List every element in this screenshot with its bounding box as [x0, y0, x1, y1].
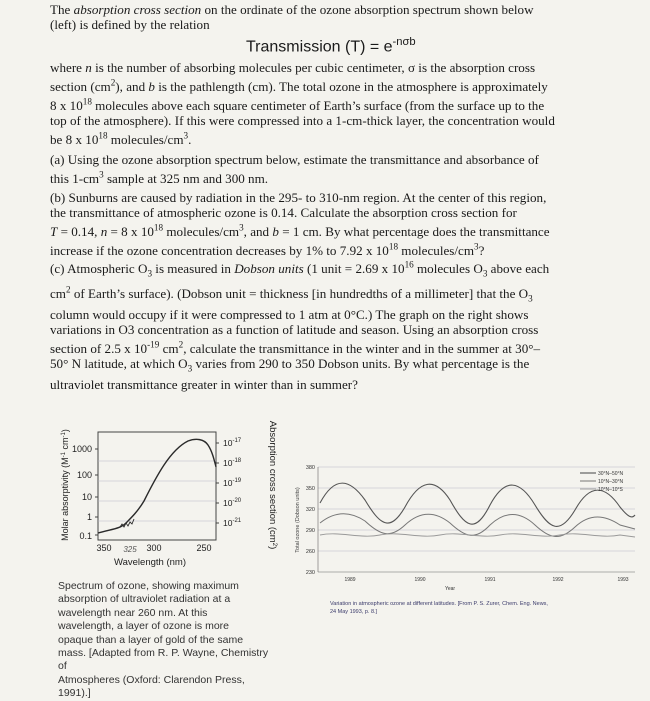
intro-line-2: (left) is defined by the relation [50, 17, 210, 33]
dobson-x-1991: 1991 [484, 577, 496, 583]
definition-line-1: where n is the number of absorbing molecules per cubic centimeter, σ is the absorption cross [50, 60, 536, 75]
part-b-line-3: T = 0.14, n = 8 x $10^{18}$ molecules/$cm^3$, and b = 1 cm. By what percentage does the transmittance [50, 222, 550, 240]
definition-line-2: section $(cm^2)$, and b is the pathlength (cm). The total ozone in the atmosphere is approximately [50, 77, 548, 94]
y-left-tick-100: 100 [76, 470, 92, 480]
definition-paragraph [50, 60, 615, 147]
spectrum-plot-frame [98, 432, 216, 540]
dobson-legend [580, 471, 624, 493]
spectrum-curve [98, 439, 216, 533]
spectrum-caption-line-6: mass. [Adapted from R. P. Wayne, Chemistry of [58, 647, 269, 673]
part-a-paragraph [50, 152, 615, 186]
dobson-x-labels [344, 577, 628, 592]
part-b-line-2: the transmittance of atmospheric ozone is 0.14. Calculate the absorption cross section for [50, 205, 517, 221]
part-c-paragraph [50, 258, 615, 393]
y-right-tick-1e-21: $10^{-21}$ [223, 518, 242, 528]
dobson-y-tick-320: 320 [305, 507, 315, 513]
dobson-y-tick-350: 350 [305, 486, 315, 492]
part-c-line-3: column would occupy if it were compressed to 1 atm at 0°C.) The graph on the right shows [50, 306, 529, 322]
dobson-x-1990: 1990 [414, 577, 426, 583]
legend-30n-50n: 30°N–50°N [598, 471, 624, 477]
spectrum-caption-line-7: Atmospheres (Oxford: Clarendon Press, 1991).] [58, 673, 245, 700]
dobson-y-axis-label: Total ozone (Dobson units) [295, 487, 301, 553]
dobson-y-tick-260: 260 [305, 549, 315, 555]
series-10n-30n-line [320, 514, 635, 537]
ozone-spectrum-figure [58, 405, 278, 577]
part-b-line-1: (b) Sunburns are caused by radiation in the 295- to 310-nm region. At the center of this region, [50, 190, 547, 205]
dobson-x-1992: 1992 [552, 577, 564, 583]
part-b-paragraph [50, 190, 615, 258]
spectrum-x-tick-labels [96, 543, 211, 554]
dobson-y-tick-230: 230 [305, 570, 315, 576]
y-right-tick-1e-17: $10^{-17}$ [223, 438, 242, 448]
y-left-tick-10: 10 [81, 492, 92, 502]
dobson-y-tick-290: 290 [305, 528, 315, 534]
y-left-tick-1000: 1000 [71, 444, 92, 454]
part-a-line-2: this $1-cm^3$ sample at 325 nm and 300 nm. [50, 169, 269, 186]
dobson-x-axis-label: Year [444, 586, 456, 592]
part-a-line-1: (a) Using the ozone absorption spectrum below, estimate the transmittance and absorbance of [50, 152, 539, 167]
spectrum-caption-line-1: Spectrum of ozone, showing maximum [58, 580, 239, 592]
part-c-line-7: ultraviolet transmittance greater in winter than in summer? [50, 377, 358, 393]
y-right-tick-1e-18: $10^{-18}$ [223, 458, 242, 468]
legend-10n-30n: 10°N–30°N [598, 479, 624, 485]
y-right-tick-1e-20: $10^{-20}$ [223, 498, 242, 508]
series-30n-50n-line [320, 483, 635, 526]
y-left-tick-0.1: 0.1 [79, 531, 92, 541]
spectrum-caption-line-5: opaque than a layer of gold of the same [58, 633, 244, 646]
y-right-tick-1e-19: $10^{-19}$ [223, 478, 242, 488]
intro-line-1: The absorption cross section on the ordinate of the ozone absorption spectrum shown below [50, 2, 534, 17]
spectrum-caption-line-4: wavelength, a layer of ozone is more [58, 620, 230, 633]
spectrum-caption-line-2: absorption of ultraviolet radiation at a [58, 593, 231, 606]
part-c-line-6: 50° N latitude, at which $O_3$ varies from 290 to 350 Dobson units. By what percentage is the [50, 356, 530, 374]
spectrum-x-axis-label: Wavelength (nm) [114, 557, 186, 568]
x-tick-250: 250 [196, 543, 212, 553]
x-tick-300: 300 [146, 543, 162, 553]
dobson-caption [330, 600, 630, 616]
x-tick-350: 350 [96, 543, 112, 553]
spectrum-left-tick-labels [72, 444, 92, 541]
dobson-x-1993: 1993 [617, 577, 629, 583]
spectrum-caption [58, 580, 278, 701]
definition-line-3: 8 x $10^{18}$ molecules above each square centimeter of Earth’s surface (from the surface up to the [50, 96, 545, 113]
part-c-line-4: variations in O3 concentration as a function of latitude and season. Using an absorption cross [50, 322, 539, 338]
part-c-line-5: section of 2.5 x $10^{-19}$ $cm^2$, calculate the transmittance in the winter and in the summer at 30°– [50, 339, 541, 356]
spectrum-caption-line-3: wavelength near 260 nm. At this [58, 606, 208, 619]
part-b-line-4: increase if the ozone concentration decreases by 1% to 7.92 x $10^{18}$ molecules/$cm^3$? [50, 241, 485, 258]
definition-line-4: top of the atmosphere). If this were compressed into a 1-cm-thick layer, the concentration would [50, 112, 555, 128]
spectrum-y-left-axis-label: Molar absorptivity ($M^{-1}$ $cm^{-1}$) [60, 429, 70, 541]
x-mark-325-handwritten: 325 [123, 545, 137, 554]
spectrum-y-right-axis-label: Absorption cross section $(cm^2)$ [267, 420, 278, 550]
legend-10n-10s: 10°N–10°S [598, 487, 623, 493]
definition-line-5: be 8 x $10^{18}$ molecules/$cm^3$. [50, 130, 192, 147]
intro-paragraph [50, 2, 615, 33]
dobson-caption-line-1: Variation in atmospheric ozone at different latitudes. [From P. S. Zurer, Chem. Eng. News, [330, 601, 548, 607]
dobson-ozone-figure [290, 455, 640, 595]
y-left-tick-1: 1 [86, 512, 92, 522]
transmission-equation: Transmission $(T) = e^{-n\sigma b}$ [246, 36, 416, 56]
dobson-y-tick-labels [306, 465, 315, 576]
part-c-line-1: (c) Atmospheric $O_3$ is measured in Dobson units (1 unit = 2.69 x $10^{16}$ molecules $O_3$ above each [50, 260, 550, 279]
spectrum-right-tick-labels [223, 438, 242, 528]
dobson-x-1989: 1989 [344, 577, 356, 583]
part-c-line-2: $cm^2$ of Earth’s surface). (Dobson unit = thickness [in hundredths of a millimeter] that the $O_3$ [50, 284, 533, 304]
dobson-y-tick-380: 380 [305, 465, 315, 471]
dobson-caption-line-2: 24 May 1993, p. 8.] [330, 609, 378, 615]
